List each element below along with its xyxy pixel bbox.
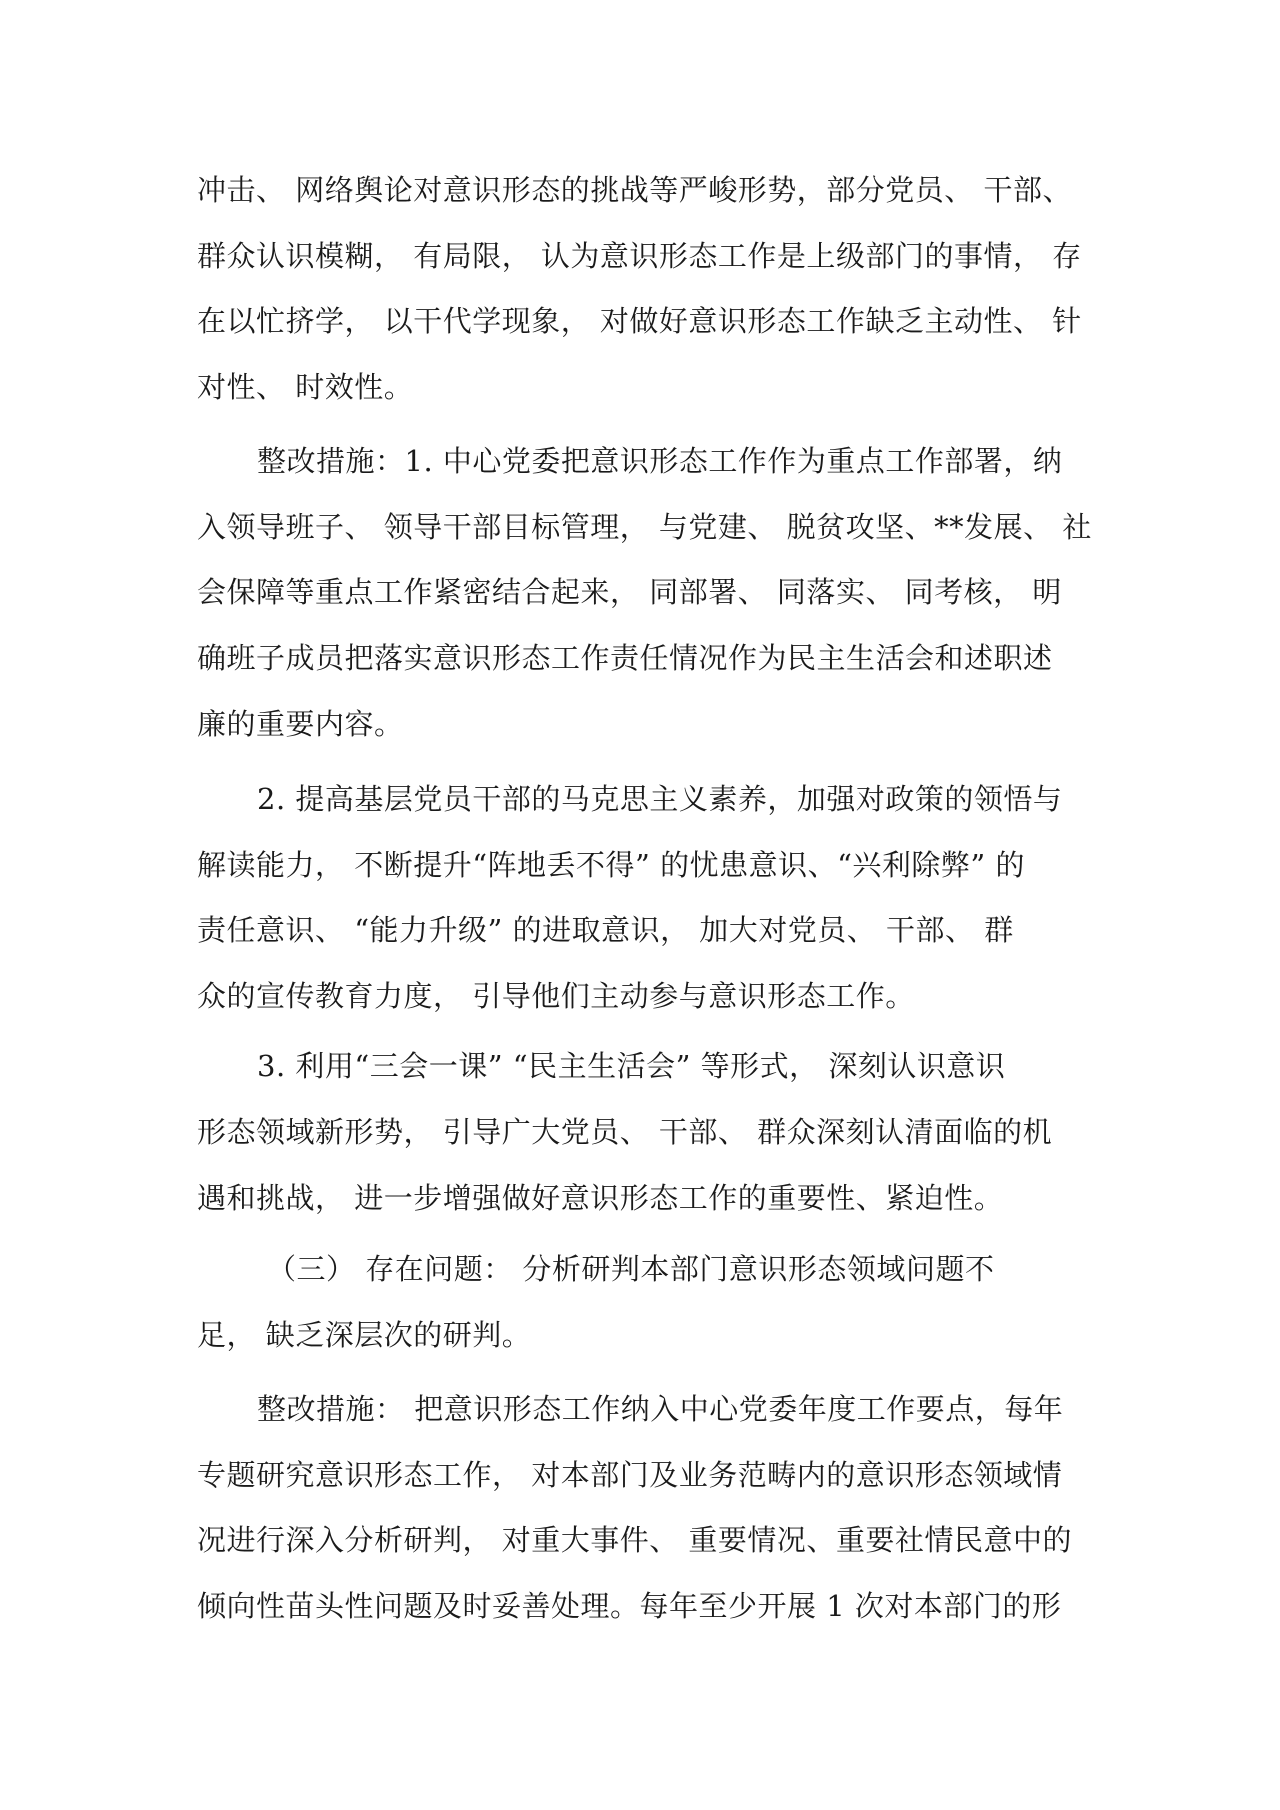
text-line: 会保障等重点工作紧密结合起来， 同部署、 同落实、 同考核， 明 bbox=[197, 575, 1062, 609]
text-line: 3. 利用“三会一课” “民主生活会” 等形式， 深刻认识意识 bbox=[257, 1049, 1006, 1083]
text-line: 足， 缺乏深层次的研判。 bbox=[197, 1318, 532, 1352]
text-line: 入领导班子、 领导干部目标管理， 与党建、 脱贫攻坚、**发展、 社 bbox=[197, 510, 1092, 544]
text-line: 在以忙挤学， 以干代学现象， 对做好意识形态工作缺乏主动性、 针 bbox=[197, 304, 1082, 338]
text-line: 2. 提高基层党员干部的马克思主义素养，加强对政策的领悟与 bbox=[257, 782, 1063, 816]
text-line: 遇和挑战， 进一步增强做好意识形态工作的重要性、紧迫性。 bbox=[197, 1181, 1004, 1215]
text-line: 倾向性苗头性问题及时妥善处理。每年至少开展 1 次对本部门的形 bbox=[197, 1589, 1062, 1623]
section-heading-line: （三） 存在问题： 分析研判本部门意识形态领域问题不 bbox=[267, 1252, 995, 1286]
text-line: 冲击、 网络舆论对意识形态的挑战等严峻形势，部分党员、 干部、 bbox=[197, 173, 1072, 207]
text-line: 廉的重要内容。 bbox=[197, 707, 404, 741]
text-line: 解读能力， 不断提升“阵地丢不得” 的忧患意识、“兴利除弊” 的 bbox=[197, 848, 1025, 882]
text-line: 对性、 时效性。 bbox=[197, 370, 414, 404]
text-line: 责任意识、 “能力升级” 的进取意识， 加大对党员、 干部、 群 bbox=[197, 913, 1014, 947]
text-line: 形态领域新形势， 引导广大党员、 干部、 群众深刻认清面临的机 bbox=[197, 1115, 1053, 1149]
text-line: 况进行深入分析研判， 对重大事件、 重要情况、重要社情民意中的 bbox=[197, 1523, 1072, 1557]
text-line: 专题研究意识形态工作， 对本部门及业务范畴内的意识形态领域情 bbox=[197, 1458, 1063, 1492]
text-line: 确班子成员把落实意识形态工作责任情况作为民主生活会和述职述 bbox=[197, 641, 1053, 675]
text-line: 群众认识模糊， 有局限， 认为意识形态工作是上级部门的事情， 存 bbox=[197, 239, 1082, 273]
text-line: 众的宣传教育力度， 引导他们主动参与意识形态工作。 bbox=[197, 979, 915, 1013]
text-line: 整改措施： 把意识形态工作纳入中心党委年度工作要点，每年 bbox=[257, 1392, 1064, 1426]
text-line: 整改措施：1. 中心党委把意识形态工作作为重点工作部署，纳 bbox=[257, 444, 1063, 478]
